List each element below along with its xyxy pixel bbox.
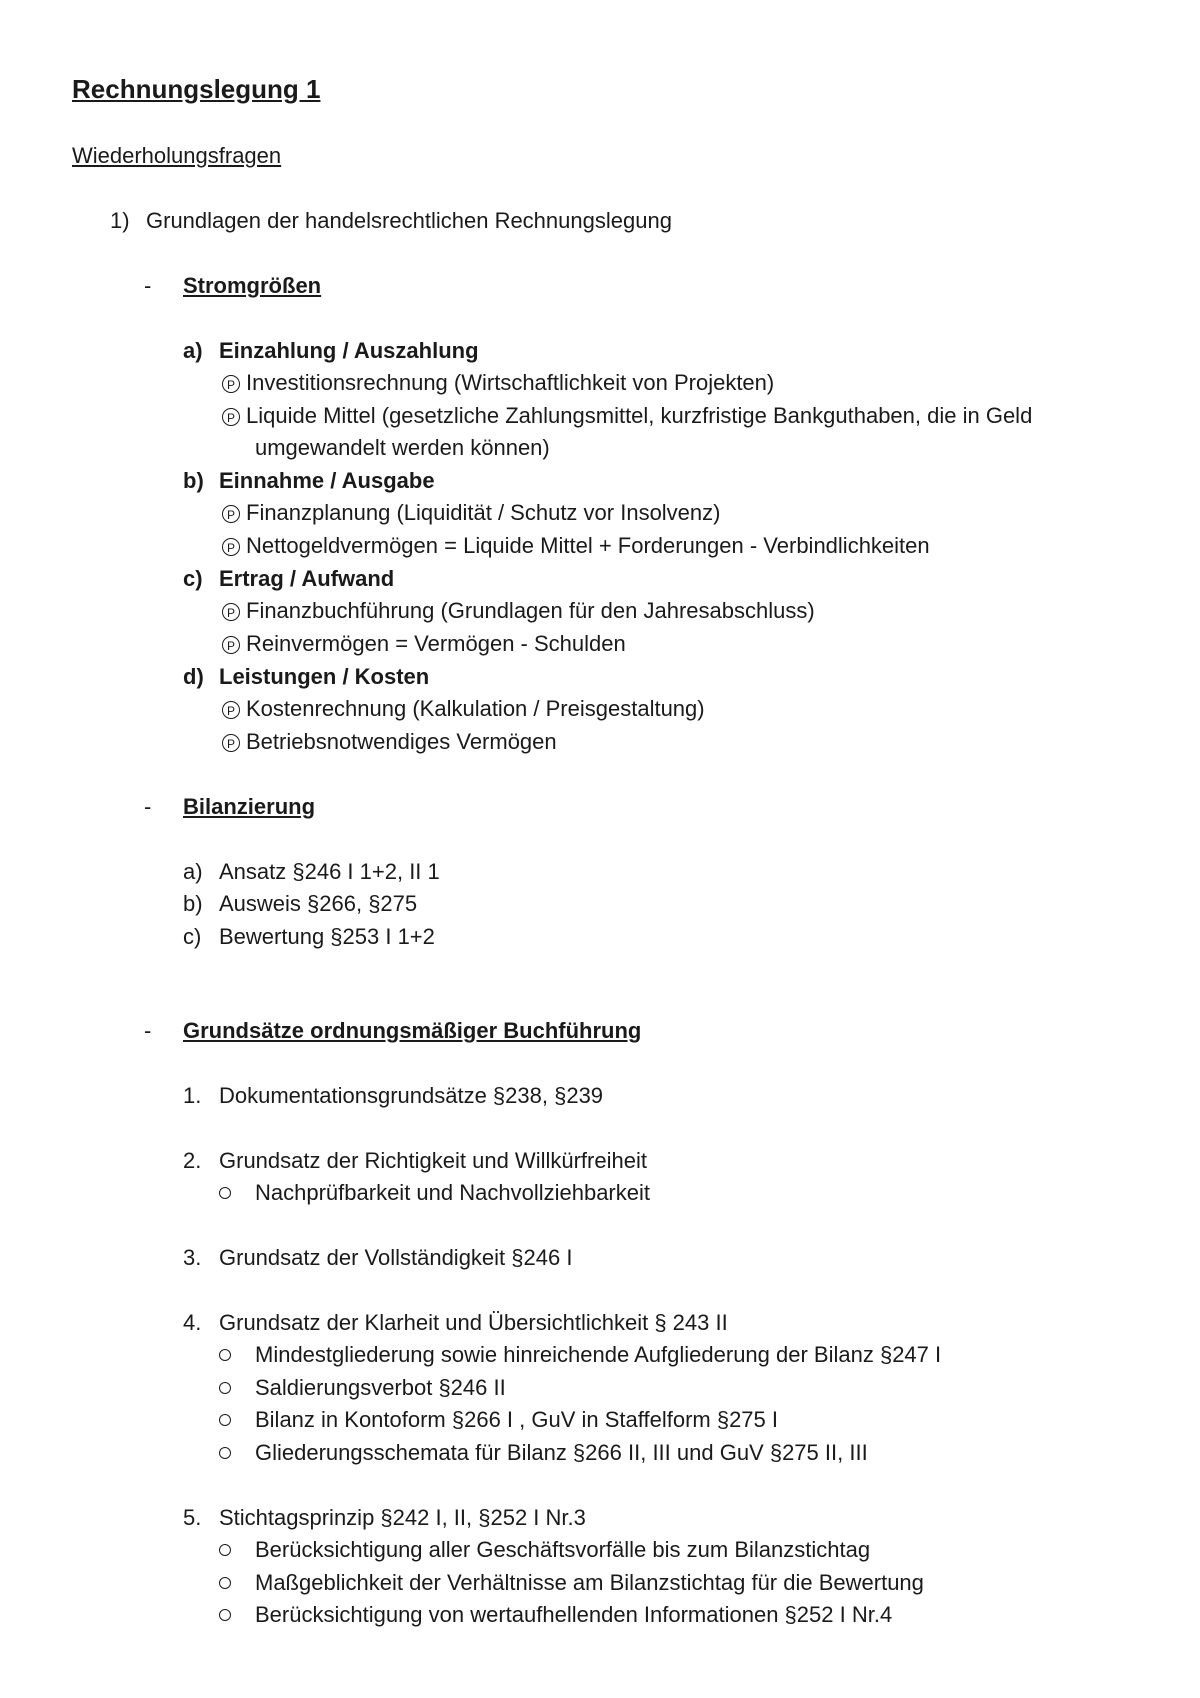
dash-marker: - <box>144 273 152 298</box>
list-subitem-text: Berücksichtigung von wertaufhellenden Informationen §252 I Nr.4 <box>255 1602 893 1627</box>
p-circle-icon: P <box>222 603 240 621</box>
list-subitem <box>219 1602 231 1628</box>
list-item <box>222 729 557 755</box>
circle-bullet-icon <box>219 1349 231 1361</box>
list-item <box>222 696 705 722</box>
item-label: a) <box>183 859 203 884</box>
p-circle-icon: P <box>222 636 240 654</box>
p-circle-icon: P <box>222 701 240 719</box>
list-item-text: Finanzbuchführung (Grundlagen für den Jahresabschluss) <box>246 598 815 623</box>
list-item-text: Bewertung §253 I 1+2 <box>219 924 435 949</box>
list-subitem <box>219 1407 231 1433</box>
list-item-text: Finanzplanung (Liquidität / Schutz vor Insolvenz) <box>246 500 721 525</box>
list-subitem-text: Maßgeblichkeit der Verhältnisse am Bilanzstichtag für die Bewertung <box>255 1570 924 1595</box>
list-item <box>222 370 774 396</box>
item-title: Einzahlung / Auszahlung <box>219 338 479 363</box>
list-item-text: Reinvermögen = Vermögen - Schulden <box>246 631 626 656</box>
list-item-text: Stichtagsprinzip §242 I, II, §252 I Nr.3 <box>219 1505 586 1530</box>
page-title: Rechnungslegung 1 <box>72 74 321 104</box>
item-label: d) <box>183 664 204 689</box>
list-subitem <box>219 1440 231 1466</box>
circle-bullet-icon <box>219 1544 231 1556</box>
dash-marker: - <box>144 1018 152 1043</box>
p-circle-icon: P <box>222 734 240 752</box>
circle-bullet-icon <box>219 1382 231 1394</box>
list-subitem-text: Mindestgliederung sowie hinreichende Aufgliederung der Bilanz §247 I <box>255 1342 942 1367</box>
list-subitem-text: Saldierungsverbot §246 II <box>255 1375 506 1400</box>
item-label: b) <box>183 891 203 916</box>
list-item-text: Grundsatz der Klarheit und Übersichtlichkeit § 243 II <box>219 1310 728 1335</box>
list-subitem-text: Nachprüfbarkeit und Nachvollziehbarkeit <box>255 1180 650 1205</box>
list-item-text: Kostenrechnung (Kalkulation / Preisgestaltung) <box>246 696 705 721</box>
list-item-text: Ansatz §246 I 1+2, II 1 <box>219 859 440 884</box>
circle-bullet-icon <box>219 1609 231 1621</box>
list-item <box>222 631 626 657</box>
p-circle-icon: P <box>222 408 240 426</box>
item-number: 4. <box>183 1310 202 1335</box>
list-item-text: Grundsatz der Vollständigkeit §246 I <box>219 1245 573 1270</box>
list-item <box>222 533 930 559</box>
item-number: 3. <box>183 1245 202 1270</box>
item-label: c) <box>183 566 203 591</box>
heading-bilanzierung: Bilanzierung <box>183 794 316 819</box>
circle-bullet-icon <box>219 1577 231 1589</box>
item-number: 1. <box>183 1083 202 1108</box>
item-label: c) <box>183 924 202 949</box>
item-title: Leistungen / Kosten <box>219 664 430 689</box>
heading-stromgroessen: Stromgrößen <box>183 273 322 298</box>
list-item-text: Betriebsnotwendiges Vermögen <box>246 729 557 754</box>
list-item-text: Nettogeldvermögen = Liquide Mittel + Forderungen - Verbindlichkeiten <box>246 533 930 558</box>
list-item-text: Liquide Mittel (gesetzliche Zahlungsmittel, kurzfristige Bankguthaben, die in Geld <box>246 403 1033 428</box>
list-subitem <box>219 1570 231 1596</box>
item-title: Einnahme / Ausgabe <box>219 468 435 493</box>
p-circle-icon: P <box>222 538 240 556</box>
p-circle-icon: P <box>222 505 240 523</box>
list-subitem <box>219 1180 231 1206</box>
list-item <box>222 403 1032 429</box>
list-subitem <box>219 1342 231 1368</box>
dash-marker: - <box>144 794 152 819</box>
section-number: 1) <box>110 208 130 233</box>
item-number: 5. <box>183 1505 202 1530</box>
list-item-text: Grundsatz der Richtigkeit und Willkürfreiheit <box>219 1148 647 1173</box>
item-number: 2. <box>183 1148 202 1173</box>
list-subitem <box>219 1375 231 1401</box>
list-subitem-text: Berücksichtigung aller Geschäftsvorfälle bis zum Bilanzstichtag <box>255 1537 871 1562</box>
list-subitem <box>219 1537 231 1563</box>
item-label: a) <box>183 338 203 363</box>
page-subtitle: Wiederholungsfragen <box>72 143 282 168</box>
list-item <box>222 598 815 624</box>
circle-bullet-icon <box>219 1187 231 1199</box>
list-subitem-text: Bilanz in Kontoform §266 I , GuV in Staffelform §275 I <box>255 1407 778 1432</box>
circle-bullet-icon <box>219 1447 231 1459</box>
list-subitem-text: Gliederungsschemata für Bilanz §266 II, III und GuV §275 II, III <box>255 1440 868 1465</box>
heading-gob: Grundsätze ordnungsmäßiger Buchführung <box>183 1018 642 1043</box>
section-title: Grundlagen der handelsrechtlichen Rechnungslegung <box>146 208 672 233</box>
list-item <box>222 500 720 526</box>
list-item-text: Dokumentationsgrundsätze §238, §239 <box>219 1083 604 1108</box>
list-item-continuation: umgewandelt werden können) <box>255 435 550 460</box>
list-item-text: Investitionsrechnung (Wirtschaftlichkeit von Projekten) <box>246 370 775 395</box>
circle-bullet-icon <box>219 1414 231 1426</box>
p-circle-icon: P <box>222 375 240 393</box>
list-item-text: Ausweis §266, §275 <box>219 891 418 916</box>
item-label: b) <box>183 468 204 493</box>
item-title: Ertrag / Aufwand <box>219 566 395 591</box>
